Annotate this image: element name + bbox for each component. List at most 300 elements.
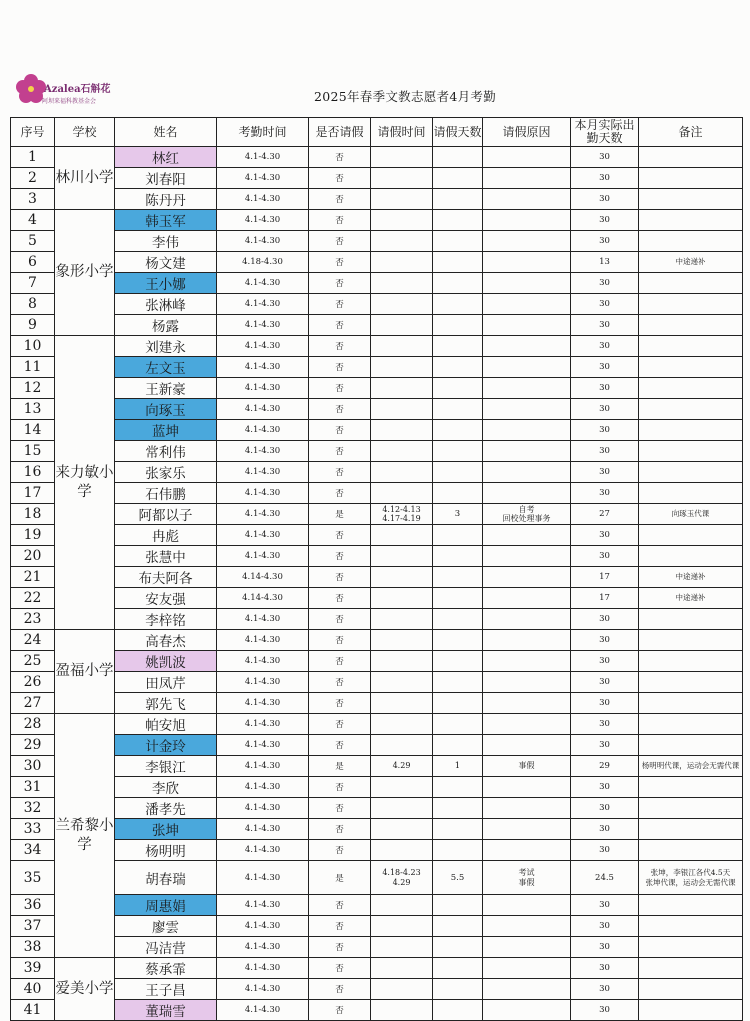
leave-days-cell: 3	[433, 504, 483, 525]
note-cell	[639, 895, 743, 916]
name-cell: 王子昌	[115, 979, 217, 1000]
leave-flag-cell: 否	[309, 979, 371, 1000]
name-cell: 李银江	[115, 756, 217, 777]
table-row	[11, 420, 743, 441]
leave-days-cell	[433, 937, 483, 958]
actual-days-cell: 30	[571, 1000, 639, 1021]
note-cell	[639, 777, 743, 798]
period-cell: 4.1-4.30	[217, 399, 309, 420]
leave-time-cell	[371, 189, 433, 210]
leave-time-cell	[371, 798, 433, 819]
period-cell: 4.1-4.30	[217, 483, 309, 504]
leave-time-cell	[371, 378, 433, 399]
leave-reason-cell	[483, 210, 571, 231]
note-cell	[639, 798, 743, 819]
leave-time-cell	[371, 693, 433, 714]
table-row	[11, 895, 743, 916]
name-cell: 廖雲	[115, 916, 217, 937]
leave-flag-cell: 否	[309, 441, 371, 462]
note-cell	[639, 336, 743, 357]
period-cell: 4.1-4.30	[217, 693, 309, 714]
seq-cell: 25	[11, 651, 55, 672]
note-cell	[639, 916, 743, 937]
leave-time-cell	[371, 895, 433, 916]
leave-flag-cell: 否	[309, 895, 371, 916]
leave-reason-cell	[483, 777, 571, 798]
table-body	[11, 147, 743, 1021]
leave-days-cell	[433, 210, 483, 231]
note-cell	[639, 525, 743, 546]
header-seq: 序号	[11, 118, 55, 147]
leave-days-cell	[433, 567, 483, 588]
school-cell: 象形小学	[55, 210, 115, 336]
period-cell: 4.1-4.30	[217, 756, 309, 777]
name-cell: 安友强	[115, 588, 217, 609]
leave-days-cell	[433, 525, 483, 546]
actual-days-cell: 30	[571, 273, 639, 294]
period-cell: 4.1-4.30	[217, 916, 309, 937]
name-cell: 张淋峰	[115, 294, 217, 315]
note-cell	[639, 735, 743, 756]
name-cell: 杨明明	[115, 840, 217, 861]
note-cell: 向琢玉代课	[639, 504, 743, 525]
leave-flag-cell: 否	[309, 672, 371, 693]
leave-reason-cell	[483, 609, 571, 630]
table-row	[11, 840, 743, 861]
note-cell	[639, 147, 743, 168]
leave-flag-cell: 否	[309, 357, 371, 378]
header-period: 考勤时间	[217, 118, 309, 147]
leave-flag-cell: 否	[309, 916, 371, 937]
seq-cell: 21	[11, 567, 55, 588]
leave-flag-cell: 否	[309, 819, 371, 840]
leave-flag-cell: 否	[309, 252, 371, 273]
table-row	[11, 567, 743, 588]
name-cell: 石伟鹏	[115, 483, 217, 504]
actual-days-cell: 30	[571, 315, 639, 336]
name-cell: 张家乐	[115, 462, 217, 483]
period-cell: 4.1-4.30	[217, 958, 309, 979]
note-cell	[639, 840, 743, 861]
seq-cell: 3	[11, 189, 55, 210]
seq-cell: 16	[11, 462, 55, 483]
school-cell: 兰希黎小学	[55, 714, 115, 958]
leave-flag-cell: 否	[309, 420, 371, 441]
period-cell: 4.14-4.30	[217, 567, 309, 588]
header-note: 备注	[639, 118, 743, 147]
note-cell	[639, 273, 743, 294]
leave-days-cell	[433, 378, 483, 399]
name-cell: 李欣	[115, 777, 217, 798]
leave-reason-cell	[483, 294, 571, 315]
actual-days-cell: 30	[571, 777, 639, 798]
leave-reason-cell	[483, 693, 571, 714]
leave-flag-cell: 否	[309, 462, 371, 483]
leave-time-cell: 4.12-4.13 4.17-4.19	[371, 504, 433, 525]
period-cell: 4.1-4.30	[217, 651, 309, 672]
seq-cell: 29	[11, 735, 55, 756]
name-cell: 计金玲	[115, 735, 217, 756]
table-row	[11, 525, 743, 546]
leave-flag-cell: 否	[309, 483, 371, 504]
period-cell: 4.1-4.30	[217, 147, 309, 168]
leave-flag-cell: 否	[309, 210, 371, 231]
table-row	[11, 210, 743, 231]
name-cell: 蔡承霏	[115, 958, 217, 979]
actual-days-cell: 30	[571, 937, 639, 958]
leave-days-cell	[433, 294, 483, 315]
leave-reason-cell	[483, 819, 571, 840]
actual-days-cell: 30	[571, 916, 639, 937]
name-cell: 陈丹丹	[115, 189, 217, 210]
seq-cell: 11	[11, 357, 55, 378]
leave-days-cell	[433, 916, 483, 937]
note-cell	[639, 378, 743, 399]
note-cell	[639, 979, 743, 1000]
table-row	[11, 378, 743, 399]
leave-flag-cell: 否	[309, 714, 371, 735]
leave-flag-cell: 否	[309, 336, 371, 357]
seq-cell: 4	[11, 210, 55, 231]
leave-reason-cell	[483, 231, 571, 252]
name-cell: 林红	[115, 147, 217, 168]
leave-time-cell	[371, 609, 433, 630]
leave-reason-cell	[483, 672, 571, 693]
actual-days-cell: 30	[571, 735, 639, 756]
leave-reason-cell	[483, 895, 571, 916]
actual-days-cell: 30	[571, 546, 639, 567]
leave-flag-cell: 否	[309, 735, 371, 756]
name-cell: 董瑞雪	[115, 1000, 217, 1021]
note-cell	[639, 168, 743, 189]
name-cell: 张慧中	[115, 546, 217, 567]
leave-time-cell	[371, 819, 433, 840]
table-row	[11, 937, 743, 958]
table-row	[11, 483, 743, 504]
leave-time-cell	[371, 979, 433, 1000]
leave-time-cell	[371, 840, 433, 861]
table-row	[11, 609, 743, 630]
leave-time-cell	[371, 777, 433, 798]
table-row	[11, 189, 743, 210]
seq-cell: 26	[11, 672, 55, 693]
leave-days-cell	[433, 252, 483, 273]
leave-days-cell	[433, 441, 483, 462]
leave-reason-cell	[483, 189, 571, 210]
note-cell	[639, 937, 743, 958]
table-row	[11, 714, 743, 735]
leave-reason-cell	[483, 336, 571, 357]
school-cell: 来力敏小学	[55, 336, 115, 630]
leave-reason-cell	[483, 315, 571, 336]
seq-cell: 8	[11, 294, 55, 315]
period-cell: 4.1-4.30	[217, 937, 309, 958]
leave-time-cell	[371, 420, 433, 441]
period-cell: 4.1-4.30	[217, 273, 309, 294]
seq-cell: 36	[11, 895, 55, 916]
leave-reason-cell	[483, 714, 571, 735]
period-cell: 4.1-4.30	[217, 231, 309, 252]
leave-reason-cell	[483, 567, 571, 588]
leave-reason-cell	[483, 273, 571, 294]
actual-days-cell: 30	[571, 525, 639, 546]
name-cell: 冯洁营	[115, 937, 217, 958]
leave-flag-cell: 是	[309, 504, 371, 525]
actual-days-cell: 30	[571, 441, 639, 462]
seq-cell: 34	[11, 840, 55, 861]
school-cell: 林川小学	[55, 147, 115, 210]
leave-days-cell	[433, 168, 483, 189]
table-row	[11, 168, 743, 189]
actual-days-cell: 30	[571, 378, 639, 399]
name-cell: 蓝坤	[115, 420, 217, 441]
table-row	[11, 315, 743, 336]
name-cell: 韩玉军	[115, 210, 217, 231]
table-row	[11, 252, 743, 273]
actual-days-cell: 30	[571, 420, 639, 441]
leave-time-cell	[371, 252, 433, 273]
actual-days-cell: 30	[571, 462, 639, 483]
leave-reason-cell: 考试 事假	[483, 861, 571, 895]
actual-days-cell: 30	[571, 399, 639, 420]
note-cell	[639, 462, 743, 483]
note-cell	[639, 231, 743, 252]
actual-days-cell: 30	[571, 294, 639, 315]
leave-days-cell	[433, 273, 483, 294]
leave-time-cell	[371, 525, 433, 546]
period-cell: 4.1-4.30	[217, 420, 309, 441]
actual-days-cell: 17	[571, 567, 639, 588]
actual-days-cell: 30	[571, 189, 639, 210]
school-cell: 盈福小学	[55, 630, 115, 714]
leave-days-cell	[433, 672, 483, 693]
table-row	[11, 756, 743, 777]
actual-days-cell: 30	[571, 609, 639, 630]
period-cell: 4.1-4.30	[217, 861, 309, 895]
table-row	[11, 651, 743, 672]
leave-days-cell	[433, 979, 483, 1000]
leave-time-cell	[371, 357, 433, 378]
seq-cell: 30	[11, 756, 55, 777]
leave-days-cell	[433, 777, 483, 798]
leave-reason-cell	[483, 840, 571, 861]
actual-days-cell: 30	[571, 231, 639, 252]
seq-cell: 40	[11, 979, 55, 1000]
leave-days-cell	[433, 336, 483, 357]
name-cell: 高春杰	[115, 630, 217, 651]
leave-reason-cell	[483, 462, 571, 483]
header-leave: 是否请假	[309, 118, 371, 147]
leave-reason-cell: 自考 回校处理事务	[483, 504, 571, 525]
period-cell: 4.1-4.30	[217, 979, 309, 1000]
actual-days-cell: 30	[571, 651, 639, 672]
table-row	[11, 147, 743, 168]
note-cell	[639, 693, 743, 714]
actual-days-cell: 30	[571, 895, 639, 916]
leave-reason-cell	[483, 937, 571, 958]
leave-flag-cell: 否	[309, 273, 371, 294]
period-cell: 4.1-4.30	[217, 672, 309, 693]
leave-flag-cell: 否	[309, 630, 371, 651]
actual-days-cell: 30	[571, 483, 639, 504]
period-cell: 4.1-4.30	[217, 609, 309, 630]
leave-flag-cell: 否	[309, 693, 371, 714]
table-row	[11, 735, 743, 756]
leave-reason-cell	[483, 357, 571, 378]
seq-cell: 7	[11, 273, 55, 294]
header-actual-days: 本月实际出勤天数	[571, 118, 639, 147]
period-cell: 4.1-4.30	[217, 525, 309, 546]
leave-flag-cell: 否	[309, 777, 371, 798]
leave-time-cell	[371, 399, 433, 420]
table-row	[11, 958, 743, 979]
leave-days-cell	[433, 819, 483, 840]
note-cell	[639, 651, 743, 672]
period-cell: 4.1-4.30	[217, 210, 309, 231]
leave-reason-cell	[483, 735, 571, 756]
table-row	[11, 588, 743, 609]
note-cell	[639, 672, 743, 693]
name-cell: 王小娜	[115, 273, 217, 294]
note-cell	[639, 630, 743, 651]
leave-days-cell	[433, 357, 483, 378]
actual-days-cell: 30	[571, 630, 639, 651]
note-cell	[639, 958, 743, 979]
leave-time-cell	[371, 546, 433, 567]
leave-days-cell	[433, 231, 483, 252]
page-title: 2025年春季文教志愿者4月考勤	[313, 89, 497, 104]
attendance-table-wrapper	[10, 117, 743, 1021]
leave-days-cell	[433, 147, 483, 168]
leave-reason-cell	[483, 651, 571, 672]
actual-days-cell: 30	[571, 336, 639, 357]
seq-cell: 1	[11, 147, 55, 168]
logo-name: Azalea石斛花	[44, 84, 111, 95]
seq-cell: 22	[11, 588, 55, 609]
leave-flag-cell: 否	[309, 651, 371, 672]
header-school: 学校	[55, 118, 115, 147]
leave-reason-cell	[483, 168, 571, 189]
leave-flag-cell: 否	[309, 525, 371, 546]
school-cell: 爱美小学	[55, 958, 115, 1021]
name-cell: 杨文建	[115, 252, 217, 273]
leave-days-cell	[433, 958, 483, 979]
name-cell: 刘春阳	[115, 168, 217, 189]
leave-reason-cell	[483, 630, 571, 651]
table-row	[11, 861, 743, 895]
name-cell: 王新豪	[115, 378, 217, 399]
note-cell	[639, 399, 743, 420]
leave-reason-cell	[483, 147, 571, 168]
leave-time-cell	[371, 916, 433, 937]
note-cell: 张坤，李银江各代4.5天 张坤代课，运动会无需代课	[639, 861, 743, 895]
note-cell	[639, 315, 743, 336]
actual-days-cell: 30	[571, 819, 639, 840]
table-row	[11, 916, 743, 937]
period-cell: 4.18-4.30	[217, 252, 309, 273]
seq-cell: 38	[11, 937, 55, 958]
seq-cell: 19	[11, 525, 55, 546]
leave-days-cell	[433, 651, 483, 672]
actual-days-cell: 30	[571, 147, 639, 168]
seq-cell: 32	[11, 798, 55, 819]
period-cell: 4.1-4.30	[217, 630, 309, 651]
name-cell: 刘建永	[115, 336, 217, 357]
name-cell: 胡春瑞	[115, 861, 217, 895]
actual-days-cell: 30	[571, 357, 639, 378]
seq-cell: 41	[11, 1000, 55, 1021]
seq-cell: 27	[11, 693, 55, 714]
table-row	[11, 357, 743, 378]
name-cell: 姚凯波	[115, 651, 217, 672]
table-row	[11, 546, 743, 567]
period-cell: 4.1-4.30	[217, 1000, 309, 1021]
note-cell	[639, 546, 743, 567]
leave-days-cell	[433, 735, 483, 756]
actual-days-cell: 30	[571, 958, 639, 979]
note-cell	[639, 357, 743, 378]
leave-time-cell	[371, 168, 433, 189]
leave-flag-cell: 是	[309, 756, 371, 777]
period-cell: 4.14-4.30	[217, 588, 309, 609]
seq-cell: 5	[11, 231, 55, 252]
note-cell: 中途递补	[639, 252, 743, 273]
actual-days-cell: 30	[571, 672, 639, 693]
name-cell: 张坤	[115, 819, 217, 840]
leave-reason-cell	[483, 798, 571, 819]
table-row	[11, 1000, 743, 1021]
leave-time-cell	[371, 441, 433, 462]
leave-days-cell	[433, 714, 483, 735]
actual-days-cell: 30	[571, 840, 639, 861]
leave-time-cell	[371, 294, 433, 315]
period-cell: 4.1-4.30	[217, 357, 309, 378]
leave-days-cell	[433, 588, 483, 609]
note-cell: 杨明明代课，运动会无需代课	[639, 756, 743, 777]
table-row	[11, 231, 743, 252]
leave-flag-cell: 否	[309, 958, 371, 979]
seq-cell: 9	[11, 315, 55, 336]
seq-cell: 31	[11, 777, 55, 798]
leave-time-cell	[371, 651, 433, 672]
leave-days-cell	[433, 798, 483, 819]
leave-reason-cell	[483, 420, 571, 441]
leave-flag-cell: 否	[309, 399, 371, 420]
period-cell: 4.1-4.30	[217, 735, 309, 756]
actual-days-cell: 30	[571, 168, 639, 189]
note-cell	[639, 210, 743, 231]
leave-flag-cell: 否	[309, 294, 371, 315]
table-row	[11, 819, 743, 840]
leave-reason-cell	[483, 378, 571, 399]
actual-days-cell: 30	[571, 210, 639, 231]
note-cell	[639, 189, 743, 210]
leave-time-cell	[371, 336, 433, 357]
leave-days-cell	[433, 609, 483, 630]
table-row	[11, 462, 743, 483]
leave-time-cell	[371, 567, 433, 588]
name-cell: 李梓铭	[115, 609, 217, 630]
note-cell: 中途递补	[639, 567, 743, 588]
leave-flag-cell: 是	[309, 861, 371, 895]
leave-days-cell	[433, 483, 483, 504]
actual-days-cell: 29	[571, 756, 639, 777]
period-cell: 4.1-4.30	[217, 315, 309, 336]
leave-days-cell: 1	[433, 756, 483, 777]
seq-cell: 37	[11, 916, 55, 937]
leave-flag-cell: 否	[309, 168, 371, 189]
leave-days-cell	[433, 630, 483, 651]
